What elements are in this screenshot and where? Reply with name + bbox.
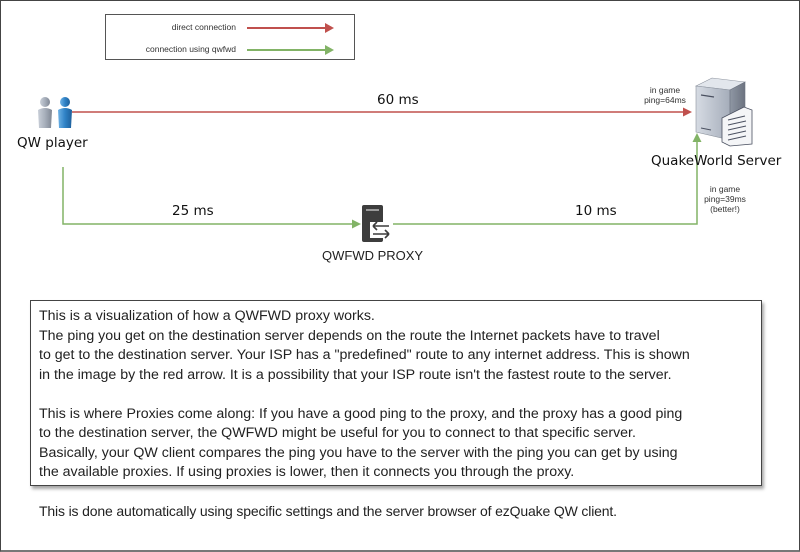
- annotation-line: in game: [709, 184, 741, 194]
- direct-latency: 60 ms: [377, 92, 419, 108]
- legend-label: connection using qwfwd: [145, 44, 236, 54]
- paragraph-gap: [39, 483, 753, 503]
- player-proxy-latency: 25 ms: [172, 203, 214, 219]
- description-line: in the image by the red arrow. It is a possibility that your ISP route isn't the fastest route to the server.: [39, 366, 672, 383]
- proxy-ping-annotation: [702, 184, 748, 214]
- legend-label: direct connection: [171, 22, 236, 32]
- player-to-proxy-arrow: [63, 167, 361, 229]
- annotation-line: ping=39ms: [704, 194, 746, 204]
- description-box: [30, 300, 762, 519]
- description-line: This is done automatically using specific settings and the server browser of ezQuake QW client.: [39, 503, 617, 519]
- description-line: the available proxies. If using proxies is lower, then it connects you through the proxy.: [39, 464, 575, 480]
- server-label: QuakeWorld Server: [651, 153, 782, 169]
- description-line: This is a visualization of how a QWFWD proxy works.: [39, 308, 375, 324]
- proxy-server-latency: 10 ms: [575, 203, 617, 219]
- direct-connection-arrow: [72, 108, 692, 117]
- proxy-to-server-arrow: [393, 133, 702, 224]
- annotation-line: (better!): [710, 204, 740, 214]
- description-line: to get to the destination server. Your ISP has a "predefined" route to any internet address. This is shown: [39, 347, 690, 363]
- proxy-label: QWFWD PROXY: [322, 248, 424, 263]
- description-line: Basically, your QW client compares the ping you have to the server with the ping you can get by using: [39, 444, 678, 461]
- annotation-line: in game: [649, 85, 681, 95]
- description-line: to the destination server, the QWFWD might be useful for you to connect to that specific server.: [39, 425, 636, 441]
- direct-ping-annotation: [642, 85, 688, 105]
- description-line: The ping you get on the destination server depends on the route the Internet packets have to travel: [39, 327, 660, 344]
- paragraph-gap: [39, 385, 753, 405]
- description-line: This is where Proxies come along: If you have a good ping to the proxy, and the proxy has a good ping: [39, 405, 683, 422]
- annotation-line: ping=64ms: [644, 95, 686, 105]
- player-label: QW player: [17, 135, 88, 151]
